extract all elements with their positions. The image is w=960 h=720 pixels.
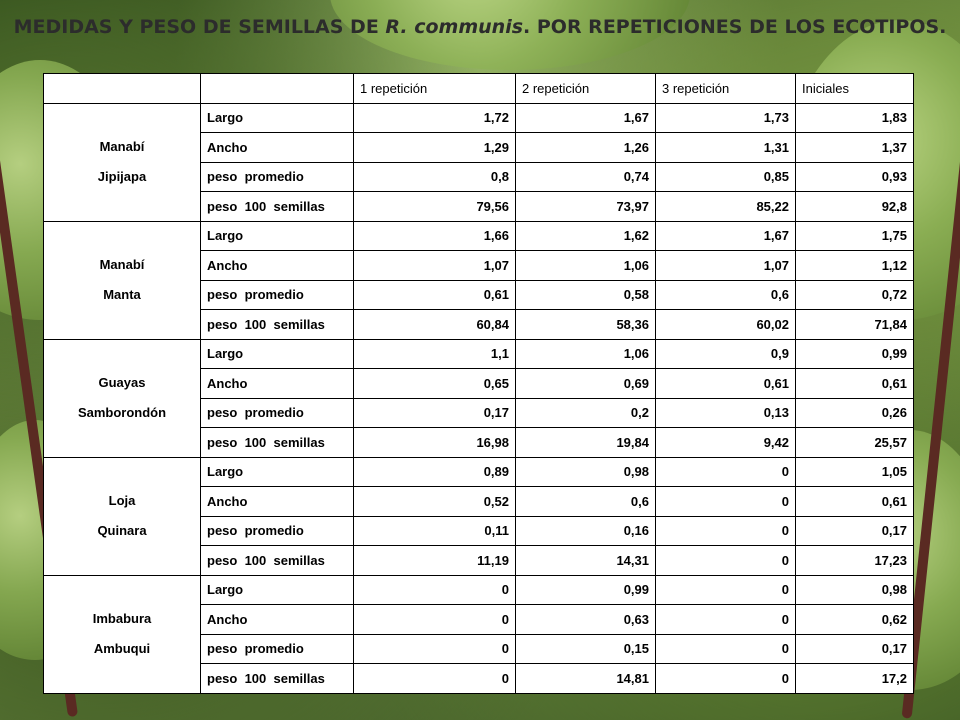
parameter-cell: peso 100 semillas [201, 192, 354, 222]
value-cell: 60,84 [354, 310, 516, 340]
value-cell: 0,15 [516, 634, 656, 664]
value-cell: 92,8 [796, 192, 914, 222]
value-cell: 9,42 [656, 428, 796, 458]
value-cell: 0,99 [796, 339, 914, 369]
ecotype-cell [44, 457, 201, 575]
value-cell: 0,8 [354, 162, 516, 192]
value-cell: 17,2 [796, 664, 914, 694]
value-cell: 0 [354, 634, 516, 664]
parameter-cell: Ancho [201, 487, 354, 517]
value-cell: 14,31 [516, 546, 656, 576]
value-cell: 1,62 [516, 221, 656, 251]
parameter-cell: peso 100 semillas [201, 428, 354, 458]
value-cell: 0,93 [796, 162, 914, 192]
province-label: Guayas [98, 375, 146, 390]
header-rep-2: 2 repetición [516, 74, 656, 104]
value-cell: 0,9 [656, 339, 796, 369]
seed-measurements-table [43, 73, 913, 694]
value-cell: 0,52 [354, 487, 516, 517]
value-cell: 1,73 [656, 103, 796, 133]
parameter-cell: Ancho [201, 133, 354, 163]
value-cell: 0 [656, 605, 796, 635]
ecotype-cell [44, 339, 201, 457]
value-cell: 0,72 [796, 280, 914, 310]
province-label: Loja [108, 493, 136, 508]
parameter-cell: Largo [201, 575, 354, 605]
value-cell: 0 [354, 664, 516, 694]
table-row [44, 339, 914, 369]
value-cell: 0,62 [796, 605, 914, 635]
value-cell: 0,74 [516, 162, 656, 192]
value-cell: 0,11 [354, 516, 516, 546]
value-cell: 0,6 [656, 280, 796, 310]
province-label: Manabí [99, 257, 145, 272]
value-cell: 1,05 [796, 457, 914, 487]
value-cell: 0,17 [796, 634, 914, 664]
site-label: Samborondón [77, 405, 167, 420]
value-cell: 0,6 [516, 487, 656, 517]
value-cell: 1,07 [354, 251, 516, 281]
value-cell: 0,69 [516, 369, 656, 399]
value-cell: 0,65 [354, 369, 516, 399]
parameter-cell: peso promedio [201, 162, 354, 192]
header-empty-cell [44, 74, 201, 104]
value-cell: 0 [656, 487, 796, 517]
site-label: Jipijapa [97, 169, 147, 184]
title-suffix: . POR REPETICIONES DE LOS ECOTIPOS. [523, 16, 947, 38]
ecotype-cell [44, 103, 201, 221]
value-cell: 0 [354, 605, 516, 635]
value-cell: 0 [656, 546, 796, 576]
parameter-cell: Largo [201, 339, 354, 369]
value-cell: 0,2 [516, 398, 656, 428]
value-cell: 17,23 [796, 546, 914, 576]
value-cell: 25,57 [796, 428, 914, 458]
parameter-cell: Largo [201, 103, 354, 133]
header-initial: Iniciales [796, 74, 914, 104]
value-cell: 0 [656, 664, 796, 694]
value-cell: 1,67 [656, 221, 796, 251]
parameter-cell: Largo [201, 457, 354, 487]
value-cell: 1,83 [796, 103, 914, 133]
header-rep-3: 3 repetición [656, 74, 796, 104]
value-cell: 71,84 [796, 310, 914, 340]
value-cell: 58,36 [516, 310, 656, 340]
parameter-cell: Ancho [201, 251, 354, 281]
table-row [44, 221, 914, 251]
table-row [44, 457, 914, 487]
site-label: Manta [103, 287, 141, 302]
value-cell: 0 [354, 575, 516, 605]
table-header-row [44, 74, 914, 104]
value-cell: 0,89 [354, 457, 516, 487]
value-cell: 11,19 [354, 546, 516, 576]
value-cell: 0,13 [656, 398, 796, 428]
parameter-cell: Ancho [201, 605, 354, 635]
parameter-cell: peso promedio [201, 398, 354, 428]
value-cell: 0,58 [516, 280, 656, 310]
value-cell: 1,67 [516, 103, 656, 133]
title-prefix: MEDIDAS Y PESO DE SEMILLAS DE [13, 16, 386, 38]
title-species: R. communis [385, 16, 524, 38]
value-cell: 0,17 [354, 398, 516, 428]
value-cell: 0,61 [796, 487, 914, 517]
ecotype-cell [44, 575, 201, 693]
value-cell: 0,98 [796, 575, 914, 605]
header-empty-cell [201, 74, 354, 104]
value-cell: 0,16 [516, 516, 656, 546]
value-cell: 0,85 [656, 162, 796, 192]
value-cell: 1,72 [354, 103, 516, 133]
value-cell: 1,29 [354, 133, 516, 163]
value-cell: 0,17 [796, 516, 914, 546]
value-cell: 16,98 [354, 428, 516, 458]
value-cell: 1,07 [656, 251, 796, 281]
value-cell: 0,61 [796, 369, 914, 399]
value-cell: 0 [656, 516, 796, 546]
value-cell: 0 [656, 634, 796, 664]
value-cell: 0,63 [516, 605, 656, 635]
province-label: Imbabura [92, 611, 152, 626]
value-cell: 0,99 [516, 575, 656, 605]
value-cell: 1,06 [516, 251, 656, 281]
value-cell: 0 [656, 575, 796, 605]
value-cell: 79,56 [354, 192, 516, 222]
ecotype-cell [44, 221, 201, 339]
table-row [44, 575, 914, 605]
value-cell: 1,31 [656, 133, 796, 163]
value-cell: 0,61 [656, 369, 796, 399]
value-cell: 60,02 [656, 310, 796, 340]
value-cell: 1,75 [796, 221, 914, 251]
parameter-cell: peso 100 semillas [201, 664, 354, 694]
value-cell: 1,26 [516, 133, 656, 163]
province-label: Manabí [99, 139, 145, 154]
value-cell: 1,1 [354, 339, 516, 369]
parameter-cell: peso 100 semillas [201, 546, 354, 576]
value-cell: 0,61 [354, 280, 516, 310]
value-cell: 85,22 [656, 192, 796, 222]
value-cell: 19,84 [516, 428, 656, 458]
parameter-cell: Ancho [201, 369, 354, 399]
parameter-cell: peso promedio [201, 634, 354, 664]
value-cell: 0 [656, 457, 796, 487]
value-cell: 1,37 [796, 133, 914, 163]
value-cell: 0,26 [796, 398, 914, 428]
header-rep-1: 1 repetición [354, 74, 516, 104]
value-cell: 1,06 [516, 339, 656, 369]
site-label: Quinara [97, 523, 147, 538]
parameter-cell: peso promedio [201, 280, 354, 310]
table-row [44, 103, 914, 133]
parameter-cell: peso 100 semillas [201, 310, 354, 340]
value-cell: 73,97 [516, 192, 656, 222]
slide-title [0, 14, 960, 74]
value-cell: 0,98 [516, 457, 656, 487]
value-cell: 1,12 [796, 251, 914, 281]
parameter-cell: peso promedio [201, 516, 354, 546]
value-cell: 14,81 [516, 664, 656, 694]
value-cell: 1,66 [354, 221, 516, 251]
parameter-cell: Largo [201, 221, 354, 251]
site-label: Ambuqui [93, 641, 151, 656]
